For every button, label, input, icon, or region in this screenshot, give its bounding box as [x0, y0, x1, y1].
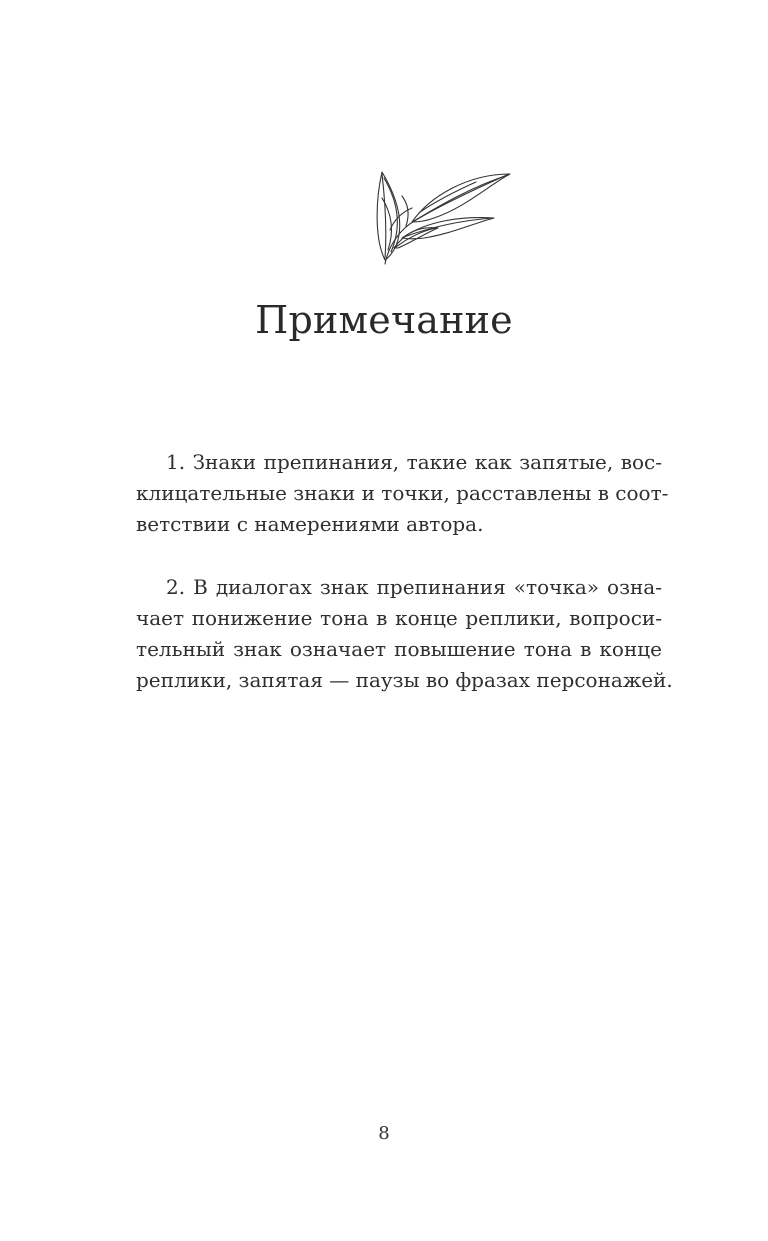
note-line: клицательные знаки и точки, расставлены в соот-	[136, 481, 669, 505]
note-line: чает понижение тона в конце реплики, вопроси-	[136, 606, 662, 630]
note-line: ветствии с намерениями автора.	[136, 512, 484, 536]
leaf-sprig-icon	[372, 168, 518, 268]
page-title: Примечание	[255, 298, 513, 342]
note-paragraph-2	[136, 572, 673, 696]
note-line: реплики, запятая — паузы во фразах персонажей.	[136, 668, 673, 692]
note-line: 1. Знаки препинания, такие как запятые, вос-	[166, 450, 662, 474]
page-number: 8	[378, 1123, 390, 1144]
note-line: 2. В диалогах знак препинания «точка» озна-	[166, 575, 662, 599]
note-line: тельный знак означает повышение тона в конце	[136, 637, 662, 661]
note-paragraph-1	[136, 447, 669, 540]
